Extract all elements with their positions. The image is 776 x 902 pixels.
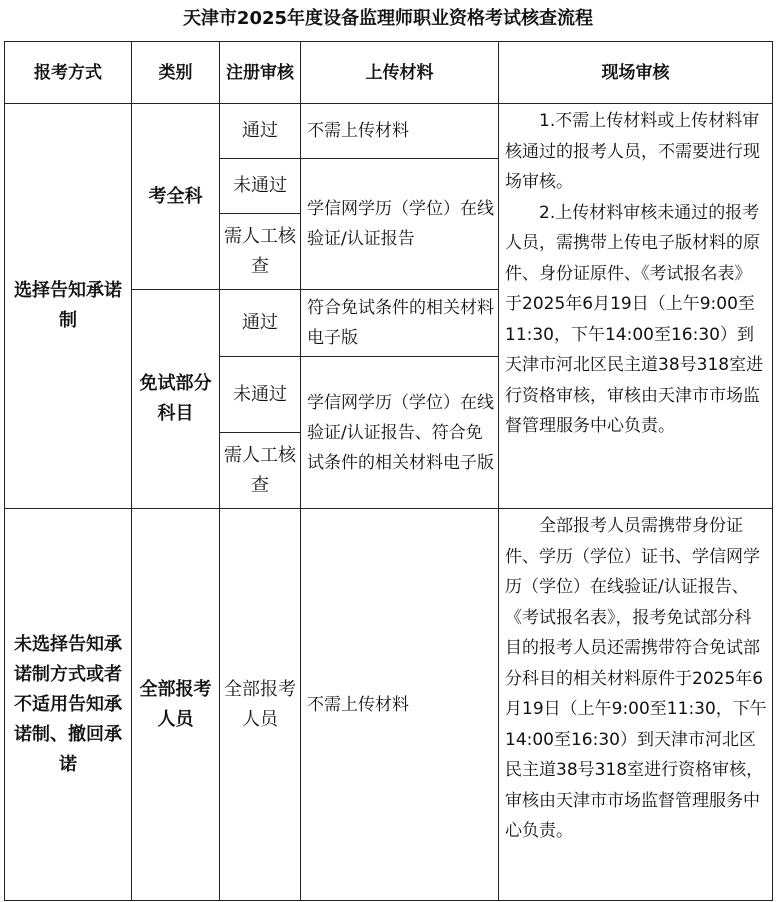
- onsite-review-notice: [499, 104, 773, 509]
- header-upload: 上传材料: [301, 42, 499, 104]
- registration-pass: 通过: [220, 290, 301, 357]
- registration-fail: 未通过: [220, 159, 301, 214]
- table-row: [5, 509, 773, 901]
- upload-verification-report: 学信网学历（学位）在线验证/认证报告: [301, 159, 499, 290]
- onsite-review-all: [499, 509, 773, 901]
- upload-exemption-materials: 符合免试条件的相关材料电子版: [301, 290, 499, 357]
- header-category: 类别: [132, 42, 220, 104]
- upload-none: 不需上传材料: [301, 509, 499, 901]
- registration-all: 全部报考人员: [220, 509, 301, 901]
- header-mode: 报考方式: [5, 42, 132, 104]
- registration-fail: 未通过: [220, 357, 301, 433]
- registration-pass: 通过: [220, 104, 301, 159]
- page-title: 天津市2025年度设备监理师职业资格考试核查流程: [182, 8, 594, 29]
- onsite-paragraph-all: 全部报考人员需携带身份证件、学历（学位）证书、学信网学历（学位）在线验证/认证报告、《考试报名表》，报考免试部分科目的报考人员还需携带符合免试部分科目的相关材料原件于2025年6月19日（上午9:00至11:30，下午14:00至16:30）到天津市河北区民主道38号318室进行资格审核，审核由天津市市场监督管理服务中心负责。: [505, 516, 767, 841]
- category-full: 考全科: [132, 104, 220, 290]
- upload-none: 不需上传材料: [301, 104, 499, 159]
- header-onsite: 现场审核: [499, 42, 773, 104]
- onsite-paragraph-1: 1.不需上传材料或上传材料审核通过的报考人员，不需要进行现场审核。: [505, 111, 760, 192]
- category-partial: 免试部分科目: [132, 290, 220, 509]
- mode-cell-notice: 选择告知承诺制: [5, 104, 132, 509]
- table-row: [5, 104, 773, 159]
- registration-manual: 需人工核查: [220, 214, 301, 290]
- onsite-paragraph-2: 2.上传材料审核未通过的报考人员，需携带上传电子版材料的原件、身份证原件、《考试报名表》于2025年6月19日（上午9:00至11:30，下午14:00至16:30）到天津市河北区民主道38号318室进行资格审核，审核由天津市市场监督管理服务中心负责。: [505, 202, 764, 436]
- category-all: 全部报考人员: [132, 509, 220, 901]
- header-registration: 注册审核: [220, 42, 301, 104]
- review-process-table: [4, 41, 773, 901]
- registration-manual: 需人工核查: [220, 433, 301, 509]
- mode-cell-no-notice: 未选择告知承诺制方式或者不适用告知承诺制、撤回承诺: [5, 509, 132, 901]
- header-row: [5, 42, 773, 104]
- upload-report-and-exemption: 学信网学历（学位）在线验证/认证报告、符合免试条件的相关材料电子版: [301, 357, 499, 509]
